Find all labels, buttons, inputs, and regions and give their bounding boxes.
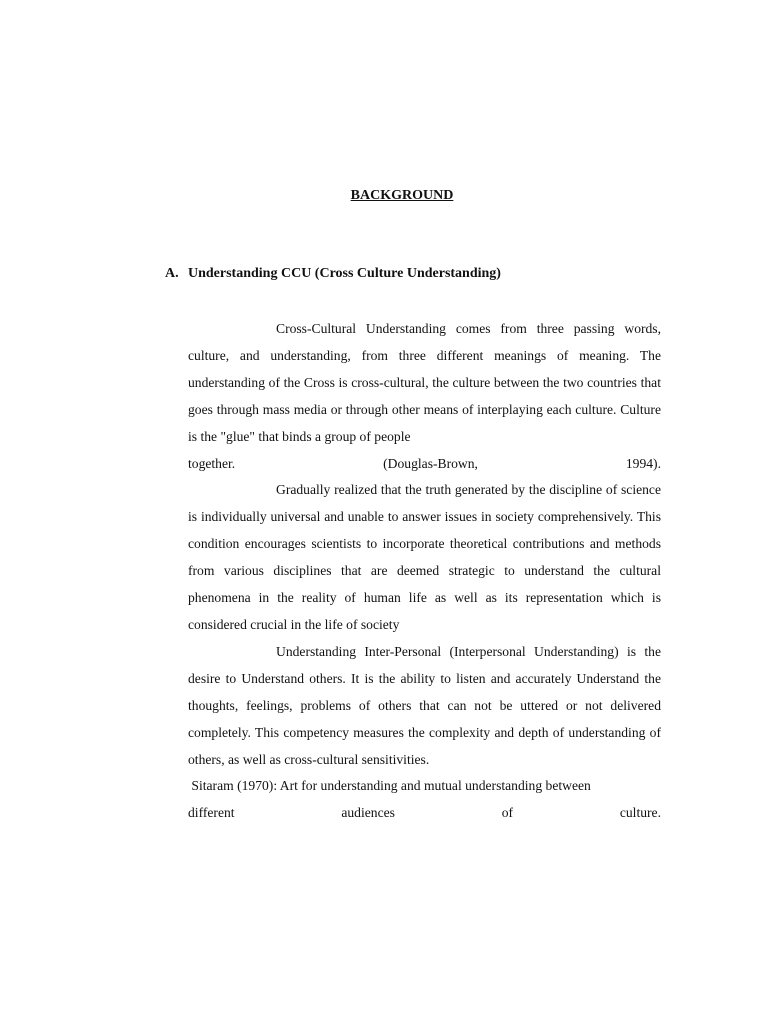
- paragraph-3-text: Understanding Inter-Personal (Interpersonal Understanding) is the desire to Understand others. It is the ability to listen and accurately Understand the thoughts, feelings, problems of others that can not be uttered or not delivered completely. This competency measures the complexity and depth of understanding of others, as well as cross-cultural sensitivities.: [188, 643, 661, 767]
- paragraph-1-citation-line: together. (Douglas-Brown, 1994).: [188, 455, 661, 471]
- paragraph-1: [188, 316, 661, 477]
- paragraph-2-text: Gradually realized that the truth generated by the discipline of science is individually universal and unable to answer issues in society comprehensively. This condition encourages scientists to incorporate theoretical contributions and methods from various disciplines that are deemed strategic to understand the cultural phenomena in the reality of human life as well as its representation which is considered crucial in the life of society: [188, 482, 661, 632]
- paragraph-3-final-line: different audiences of culture.: [188, 805, 661, 821]
- body-text: [188, 316, 661, 827]
- page-title: BACKGROUND: [350, 188, 454, 203]
- section-heading: [165, 264, 501, 284]
- paragraph-1-text: Cross-Cultural Understanding comes from three passing words, culture, and understanding, from three different meanings of meaning. The understanding of the Cross is cross-cultural, the culture between the two countries that goes through mass media or through other means of interplaying each culture. Culture is the "glue" that binds a group of people: [188, 321, 661, 444]
- paragraph-3: [188, 639, 661, 827]
- paragraph-3-sitaram-line: Sitaram (1970): Art for understanding and mutual understanding between: [188, 778, 591, 794]
- paragraph-2: [188, 477, 661, 638]
- section-marker: A.: [165, 266, 179, 281]
- section-heading-text: Understanding CCU (Cross Culture Understanding): [188, 266, 501, 281]
